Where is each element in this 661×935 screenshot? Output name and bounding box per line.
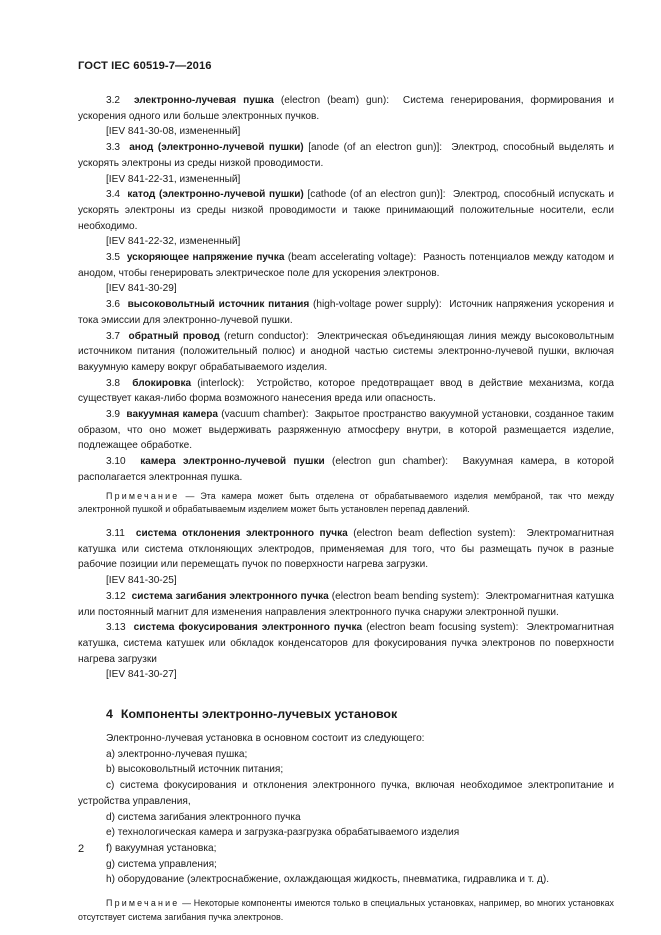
note-label: Примечание [106, 490, 180, 501]
definition-3-3: 3.3 анод (электронно-лучевой пушки) [anode (of an electron gun)]: Электрод, способный выделять и ускорять электроны из среды низкой проводимости. [78, 142, 615, 169]
reference: [IEV 841-30-27] [106, 669, 177, 681]
note-label: Примечание [106, 898, 180, 909]
definition-3-12: 3.12 система загибания электронного пучка (electron beam bending system): Электромагнитная катушка или постоянный магнит для изменения направления электронного пучка снаружи электронной пушки. [78, 590, 615, 618]
list-item: b) высоковольтный источник питания; [106, 764, 284, 776]
reference: [IEV 841-30-25] [106, 575, 177, 587]
definition-3-8: 3.8 блокировка (interlock): Устройство, которое предотвращает ввод в действие механизма, когда существует какая-либо форма возможного нанесения вреда или опасность. [78, 377, 615, 405]
list-item: a) электронно-лучевая пушка; [106, 748, 248, 760]
reference: [IEV 841-30-08, измененный] [106, 126, 241, 138]
definition-3-6: 3.6 высоковольтный источник питания (high-voltage power supply): Источник напряжения ускорения и тока эмиссии для электронно-лучевой пушки. [78, 299, 615, 326]
note [78, 490, 614, 517]
list-item: d) система загибания электронного пучка [106, 811, 301, 823]
definition-3-7: 3.7 обратный провод (return conductor): Электрическая объединяющая линия между высоковольтным источником питания (положительный полюс) и анодной частью системы электронно-лучевой пушки, включая вакуумную камеру вокруг обрабатываемого изделия. [78, 330, 615, 373]
definition-3-4: 3.4 катод (электронно-лучевой пушки) [cathode (of an electron gun)]: Электрод, способный испускать и ускорять электроны из среды низкой проводимости и также принимающий положительные носители, если необходимо. [78, 189, 614, 232]
list-item: e) технологическая камера и загрузка-разгрузка обрабатываемого изделия [106, 827, 460, 839]
document-body [78, 93, 614, 924]
list-item: c) система фокусирования и отклонения электронного пучка, включая необходимое электропитание и устройства управления, [78, 780, 614, 807]
note-text: — Эта камера может быть отделена от обрабатываемого изделия мембраной, так что между электронной пушкой и обрабатываемым изделием может быть установлен перепад давлений. [78, 490, 615, 515]
note [78, 897, 614, 924]
list-item: g) система управления; [106, 858, 217, 870]
list-item: h) оборудование (электроснабжение, охлаждающая жидкость, пневматика, гидравлика и т. д). [106, 874, 550, 886]
definition-3-2: 3.2 электронно-лучевая пушка (electron (beam) gun): Система генерирования, формирования и ускорения одного или больше электронных пучков. [78, 95, 615, 122]
definition-3-5: 3.5 ускоряющее напряжение пучка (beam accelerating voltage): Разность потенциалов между катодом и анодом, чтобы генерировать электрическое поле для ускорения электронов. [78, 252, 614, 279]
page-number: 2 [78, 843, 85, 855]
definition-3-9: 3.9 вакуумная камера (vacuum chamber): Закрытое пространство вакуумной установки, созданное таким образом, что оно может выдерживать разряженную атмосферу внутри, в которой размещается изделие, подлежащее обработке. [78, 409, 614, 452]
section-intro: Электронно-лучевая установка в основном состоит из следующего: [106, 733, 425, 745]
reference: [IEV 841-22-32, измененный] [106, 236, 241, 248]
note-text: — Некоторые компоненты имеются только в специальных установках, например, во многих установках отсутствует система загибания пучка электронов. [78, 898, 614, 922]
section-heading: 4 Компоненты электронно-лучевых установок [106, 707, 398, 722]
reference: [IEV 841-22-31, измененный] [106, 173, 241, 185]
list-item: f) вакуумная установка; [106, 842, 217, 854]
document-header: ГОСТ IEC 60519-7—2016 [78, 60, 212, 72]
definition-3-13: 3.13 система фокусирования электронного пучка (electron beam focusing system): Электромагнитная катушка, система катушек или обкладок конденсаторов для фокусирования пучка электронов по поверхности нагрева загрузки [78, 622, 614, 665]
definition-3-10: 3.10 камера электронно-лучевой пушки (electron gun chamber): Вакуумная камера, в которой располагается электронная пушка. [78, 456, 615, 483]
reference: [IEV 841-30-29] [106, 283, 177, 295]
definition-3-11: 3.11 система отклонения электронного пучка (electron beam deflection system): Электромагнитная катушка или система отклоняющих электродов, применяемая для того, что бы размещать пучок в разные рабочие позиции или перемещать пучок по поверхности нагрева загрузки. [78, 527, 614, 571]
